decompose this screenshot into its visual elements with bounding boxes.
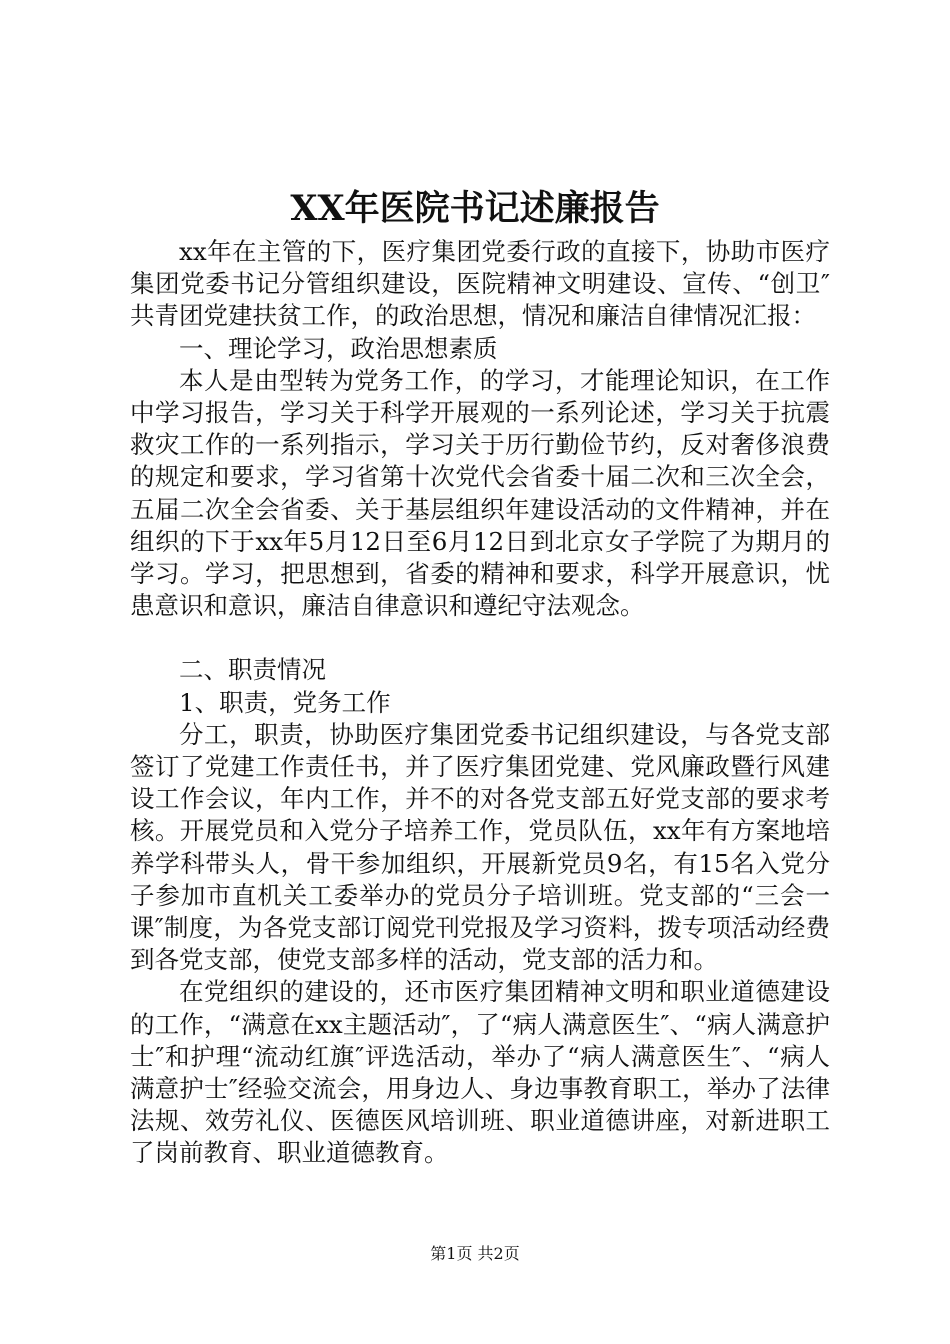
ethics-building-paragraph: 在党组织的建设的，还市医疗集团精神文明和职业道德建设的工作，“满意在xx主题活动″，了“病人满意医生″、“病人满意护士″和护理“流动红旗″评选活动，举办了“病人满意医生″、“病人满意护士″经验交流会，用身边人、身边事教育职工，举办了法律法规、效劳礼仪、医德医风培训班、职业道德讲座，对新进职工了岗前教育、职业道德教育。 xyxy=(130,977,830,1168)
section-heading-duties: 二、职责情况 xyxy=(179,655,326,685)
subsection-heading-party-work: 1、职责，党务工作 xyxy=(179,687,391,717)
paragraph-spacer xyxy=(130,622,830,654)
intro-paragraph: xx年在主管的下，医疗集团党委行政的直接下，协助市医疗集团党委书记分管组织建设，医院精神文明建设、宣传、“创卫″共青团党建扶贫工作，的政治思想，情况和廉洁自律情况汇报： xyxy=(130,237,830,331)
page-number-footer: 第1页 共2页 xyxy=(430,1244,520,1263)
document-title: XX年医院书记述廉报告 xyxy=(290,188,660,229)
party-work-paragraph: 分工，职责，协助医疗集团党委书记组织建设，与各党支部签订了党建工作责任书，并了医疗集团党建、党风廉政暨行风建设工作会议，年内工作，并不的对各党支部五好党支部的要求考核。开展党员和入党分子培养工作，党员队伍，xx年有方案地培养学科带头人，骨干参加组织，开展新党员9名，有15名入党分子参加市直机关工委举办的党员分子培训班。党支部的“三会一课″制度，为各党支部订阅党刊党报及学习资料，拨专项活动经费到各党支部，使党支部多样的活动，党支部的活力和。 xyxy=(130,719,830,975)
theory-study-paragraph: 本人是由型转为党务工作，的学习，才能理论知识，在工作中学习报告，学习关于科学开展观的一系列论述，学习关于抗震救灾工作的一系列指示，学习关于历行勤俭节约，反对奢侈浪费的规定和要求，学习省第十次党代会省委十届二次和三次全会，五届二次全会省委、关于基层组织年建设活动的文件精神，并在组织的下于xx年5月12日至6月12日到北京女子学院了为期月的学习。学习，把思想到，省委的精神和要求，科学开展意识，忧患意识和意识，廉洁自律意识和遵纪守法观念。 xyxy=(130,365,830,621)
document-body xyxy=(130,236,830,1170)
section-heading-theory-study: 一、理论学习，政治思想素质 xyxy=(179,333,498,363)
